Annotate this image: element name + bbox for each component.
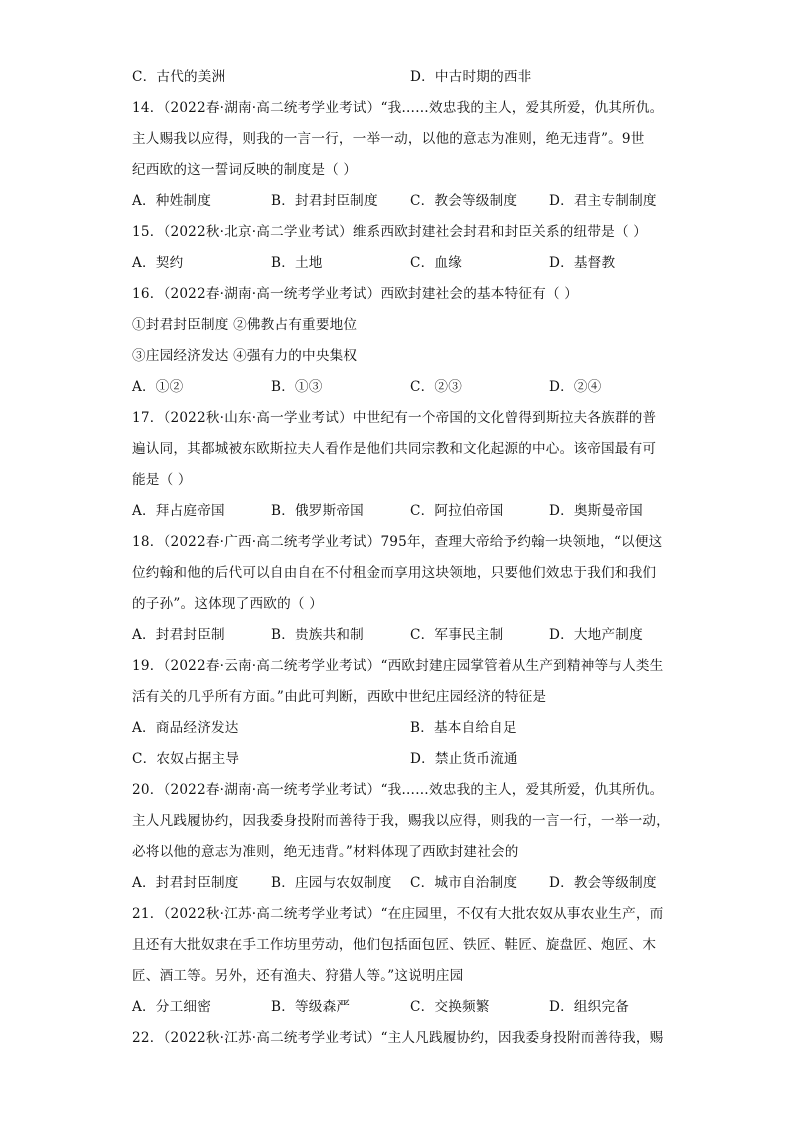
q18-options-row (132, 620, 672, 651)
q16-option-b[interactable]: B．①③ (271, 379, 323, 395)
q17-stem-line-2: 遍认同，其都城被东欧斯拉夫人看作是他们共同宗教和文化起源的中心。该帝国最有可 (132, 441, 657, 457)
q19-option-c[interactable]: C．农奴占据主导 (132, 751, 240, 767)
q19-option-d[interactable]: D．禁止货币流通 (410, 751, 518, 767)
q13-options-row (132, 62, 672, 93)
q21-stem-line-3: 匠、酒工等。另外，还有渔夫、狩猎人等。”这说明庄园 (132, 968, 464, 984)
q18-option-a[interactable]: A．封君封臣制 (132, 627, 225, 643)
q17-option-d[interactable]: D．奥斯曼帝国 (549, 503, 643, 519)
q14-option-d[interactable]: D．君主专制制度 (549, 193, 657, 209)
q21-stem-line-1: 21．（2022秋·江苏·高二统考学业考试）“在庄园里，不仅有大批农奴从事农业生产，而 (132, 906, 664, 922)
q20-option-b[interactable]: B．庄园与农奴制度 (271, 875, 392, 891)
q17-option-a[interactable]: A．拜占庭帝国 (132, 503, 225, 519)
q20-stem-line-1: 20．（2022春·湖南·高一统考学业考试）“我……效忠我的主人，爱其所爱，仇其所仇。 (132, 782, 664, 798)
q15-option-a[interactable]: A．契约 (132, 255, 184, 271)
q14-options-row (132, 186, 672, 217)
q17-option-c[interactable]: C．阿拉伯帝国 (410, 503, 504, 519)
q18-stem-line-3: 的子孙”。这体现了西欧的（ ） (132, 596, 323, 612)
q13-option-d[interactable]: D．中古时期的西非 (410, 69, 532, 85)
q20-options-row (132, 868, 672, 899)
q22-stem-line-1: 22．（2022秋·江苏·高二统考学业考试）“主人凡践履协约，因我委身投附而善待我，赐 (132, 1030, 664, 1046)
q19-options-row-2 (132, 744, 672, 775)
q19-options-row-1 (132, 713, 672, 744)
q15-option-b[interactable]: B．土地 (271, 255, 323, 271)
q21-option-d[interactable]: D．组织完备 (549, 999, 630, 1015)
q20-option-d[interactable]: D．教会等级制度 (549, 875, 657, 891)
q16-option-d[interactable]: D．②④ (549, 379, 602, 395)
q18-option-d[interactable]: D．大地产制度 (549, 627, 643, 643)
q21-option-c[interactable]: C．交换频繁 (410, 999, 490, 1015)
q13-option-c[interactable]: C．古代的美洲 (132, 69, 226, 85)
q18-option-b[interactable]: B．贵族共和制 (271, 627, 364, 643)
q15-options-row (132, 248, 672, 279)
q20-stem-line-2: 主人凡践履协约，因我委身投附而善待于我，赐我以应得，则我的一言一行，一举一动， (132, 813, 670, 829)
q15-option-d[interactable]: D．基督教 (549, 255, 616, 271)
q16-stem-line-2: ①封君封臣制度 ②佛教占有重要地位 (132, 317, 358, 333)
q14-stem-line-3: 纪西欧的这一誓词反映的制度是（ ） (132, 162, 358, 178)
q16-options-row (132, 372, 672, 403)
q14-option-b[interactable]: B．封君封臣制度 (271, 193, 378, 209)
q14-stem-line-2: 主人赐我以应得，则我的一言一行，一举一动，以他的意志为准则，绝无违背”。9世 (132, 131, 645, 147)
q14-stem-line-1: 14．（2022春·湖南·高二统考学业考试）“我……效忠我的主人，爱其所爱，仇其所仇。 (132, 100, 664, 116)
q15-option-c[interactable]: C．血缘 (410, 255, 462, 271)
q16-option-c[interactable]: C．②③ (410, 379, 462, 395)
q20-option-c[interactable]: C．城市自治制度 (410, 875, 518, 891)
q19-stem-line-2: 活有关的几乎所有方面。”由此可判断，西欧中世纪庄园经济的特征是 (132, 689, 547, 705)
q16-option-a[interactable]: A．①② (132, 379, 184, 395)
q19-option-a[interactable]: A．商品经济发达 (132, 720, 239, 736)
question-list (132, 62, 672, 1054)
q14-option-c[interactable]: C．教会等级制度 (410, 193, 518, 209)
q17-stem-line-3: 能是（ ） (132, 472, 192, 488)
q21-option-b[interactable]: B．等级森严 (271, 999, 351, 1015)
q17-stem-line-1: 17．（2022秋·山东·高一学业考试）中世纪有一个帝国的文化曾得到斯拉夫各族群的普 (132, 410, 657, 426)
q21-option-a[interactable]: A．分工细密 (132, 999, 211, 1015)
q19-option-b[interactable]: B．基本自给自足 (410, 720, 517, 736)
q20-option-a[interactable]: A．封君封臣制度 (132, 875, 239, 891)
q18-stem-line-2: 位约翰和他的后代可以自由自在不付租金而享用这块领地，只要他们效忠于我们和我们 (132, 565, 657, 581)
q16-stem-line-3: ③庄园经济发达 ④强有力的中央集权 (132, 348, 358, 364)
q14-option-a[interactable]: A．种姓制度 (132, 193, 211, 209)
q16-stem-line-1: 16．（2022春·湖南·高一统考学业考试）西欧封建社会的基本特征有（ ） (132, 286, 579, 302)
q17-options-row (132, 496, 672, 527)
q20-stem-line-3: 必将以他的意志为准则，绝无违背。”材料体现了西欧封建社会的 (132, 844, 519, 860)
q18-option-c[interactable]: C．军事民主制 (410, 627, 504, 643)
q18-stem-line-1: 18．（2022春·广西·高二统考学业考试）795年，查理大帝给予约翰一块领地，“以便这 (132, 534, 663, 550)
q21-stem-line-2: 且还有大批奴隶在手工作坊里劳动，他们包括面包匠、铁匠、鞋匠、旋盘匠、炮匠、木 (132, 937, 657, 953)
q21-options-row (132, 992, 672, 1023)
q19-stem-line-1: 19．（2022春·云南·高二统考学业考试）“西欧封建庄园掌管着从生产到精神等与人类生 (132, 658, 664, 674)
q17-option-b[interactable]: B．俄罗斯帝国 (271, 503, 364, 519)
q15-stem-line-1: 15．（2022秋·北京·高二学业考试）维系西欧封建社会封君和封臣关系的纽带是（ ） (132, 224, 648, 240)
